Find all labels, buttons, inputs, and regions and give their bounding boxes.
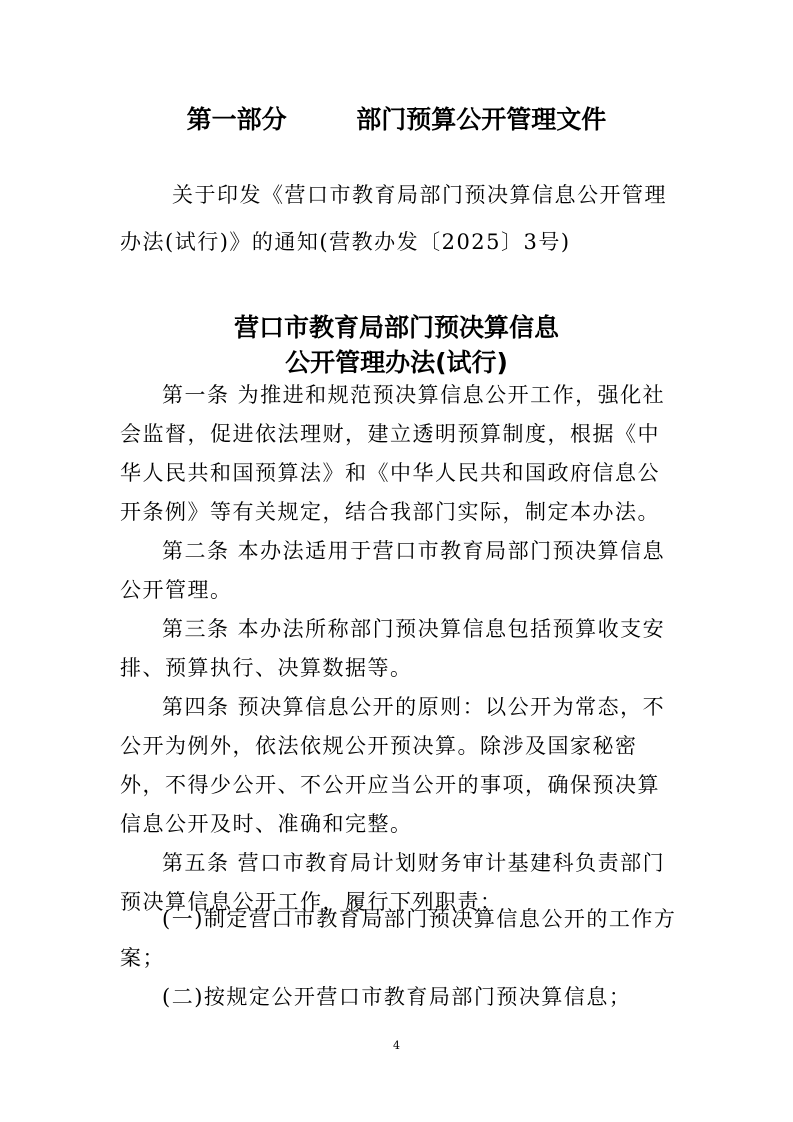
document-title-line-1: 营口市教育局部门预决算信息 — [233, 313, 559, 342]
article-2: 第二条 本办法适用于营口市教育局部门预决算信息公开管理。 — [120, 539, 666, 602]
part-heading: 第一部分 部门预算公开管理文件 — [186, 105, 607, 134]
document-title-line-2: 公开管理办法(试行) — [285, 348, 508, 377]
article-5: 第五条 营口市教育局计划财务审计基建科负责部门预决算信息公开工作，履行下列职责： — [120, 851, 666, 914]
page-number: 4 — [393, 1039, 400, 1052]
clause-2: (二)按规定公开营口市教育局部门预决算信息； — [162, 985, 632, 1009]
clause-1: (一)制定营口市教育局部门预决算信息公开的工作方案； — [120, 907, 677, 970]
article-1: 第一条 为推进和规范预决算信息公开工作，强化社会监督，促进依法理财，建立透明预算制度，根据《中华人民共和国预算法》和《中华人民共和国政府信息公开条例》等有关规定，结合我部门实际，制定本办法。 — [120, 383, 666, 524]
article-3: 第三条 本办法所称部门预决算信息包括预算收支安排、预算执行、决算数据等。 — [120, 617, 666, 680]
notice-title: 关于印发《营口市教育局部门预决算信息公开管理办法(试行)》的通知(营教办发〔2025〕3号) — [120, 183, 667, 254]
article-4: 第四条 预决算信息公开的原则：以公开为常态，不公开为例外，依法依规公开预决算。除涉及国家秘密外，不得少公开、不公开应当公开的事项，确保预决算信息公开及时、准确和完整。 — [120, 695, 666, 836]
